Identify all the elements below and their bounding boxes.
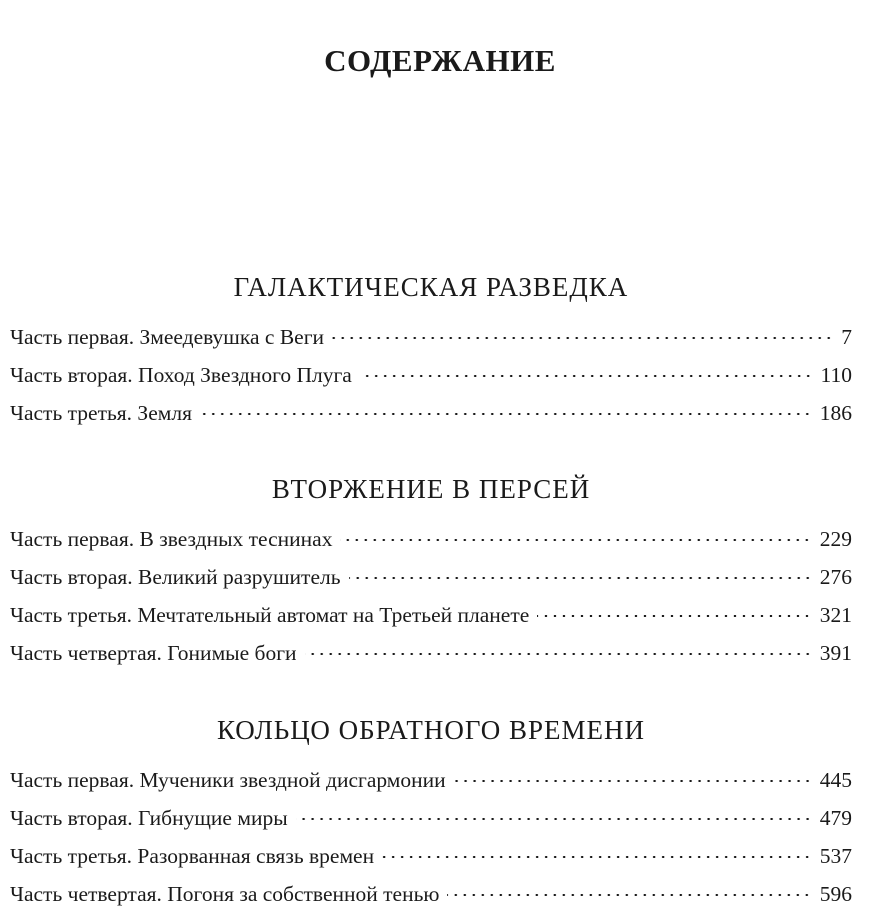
entry-title: Часть первая. В звездных теснинах bbox=[10, 527, 333, 551]
entry-title: Часть четвертая. Погоня за собственной тенью bbox=[10, 882, 440, 906]
toc-entry[interactable] bbox=[10, 596, 852, 634]
entry-page-number: 276 bbox=[819, 565, 852, 589]
toc-entry[interactable] bbox=[10, 558, 852, 596]
entry-page-number: 110 bbox=[820, 363, 852, 387]
entry-title: Часть вторая. Великий разрушитель bbox=[10, 565, 341, 589]
entry-title: Часть четвертая. Гонимые боги bbox=[10, 641, 297, 665]
section-galactic-reconnaissance bbox=[10, 270, 852, 432]
entry-page-number: 7 bbox=[841, 325, 852, 349]
dot-leader bbox=[200, 413, 812, 415]
toc-entry[interactable] bbox=[10, 761, 852, 799]
toc-entry[interactable] bbox=[10, 520, 852, 558]
entry-page-number: 479 bbox=[819, 806, 852, 830]
toc-entry[interactable] bbox=[10, 837, 852, 875]
entry-title: Часть третья. Земля bbox=[10, 401, 192, 425]
entry-title: Часть третья. Мечтательный автомат на Третьей планете bbox=[10, 603, 530, 627]
page-title: СОДЕРЖАНИЕ bbox=[324, 42, 556, 78]
dot-leader bbox=[332, 337, 833, 339]
entry-title: Часть первая. Змеедевушка с Веги bbox=[10, 325, 325, 349]
dot-leader bbox=[454, 780, 812, 782]
dot-leader bbox=[360, 375, 813, 377]
dot-leader bbox=[382, 856, 812, 858]
entry-page-number: 596 bbox=[819, 882, 852, 906]
section-title: ГАЛАКТИЧЕСКАЯ РАЗВЕДКА bbox=[233, 272, 629, 302]
dot-leader bbox=[296, 818, 812, 820]
toc-entry[interactable] bbox=[10, 875, 852, 913]
entry-page-number: 186 bbox=[819, 401, 852, 425]
entry-page-number: 321 bbox=[819, 603, 852, 627]
section-invasion-of-perseus bbox=[10, 472, 852, 672]
entry-page-number: 229 bbox=[819, 527, 852, 551]
entry-title: Часть первая. Мученики звездной дисгармонии bbox=[10, 768, 446, 792]
entry-title: Часть вторая. Гибнущие миры bbox=[10, 806, 288, 830]
dot-leader bbox=[305, 653, 812, 655]
dot-leader bbox=[349, 577, 812, 579]
dot-leader bbox=[447, 894, 811, 896]
toc-entry[interactable] bbox=[10, 318, 852, 356]
dot-leader bbox=[340, 539, 811, 541]
toc-entry[interactable] bbox=[10, 634, 852, 672]
dot-leader bbox=[537, 615, 811, 617]
entry-page-number: 445 bbox=[819, 768, 852, 792]
entry-page-number: 391 bbox=[819, 641, 852, 665]
toc-entry[interactable] bbox=[10, 394, 852, 432]
section-ring-of-reverse-time bbox=[10, 713, 852, 913]
toc-entry[interactable] bbox=[10, 356, 852, 394]
toc-entry[interactable] bbox=[10, 799, 852, 837]
entry-page-number: 537 bbox=[819, 844, 852, 868]
section-title: ВТОРЖЕНИЕ В ПЕРСЕЙ bbox=[271, 474, 591, 504]
entry-title: Часть вторая. Поход Звездного Плуга bbox=[10, 363, 352, 387]
section-title: КОЛЬЦО ОБРАТНОГО ВРЕМЕНИ bbox=[216, 715, 646, 745]
entry-title: Часть третья. Разорванная связь времен bbox=[10, 844, 375, 868]
